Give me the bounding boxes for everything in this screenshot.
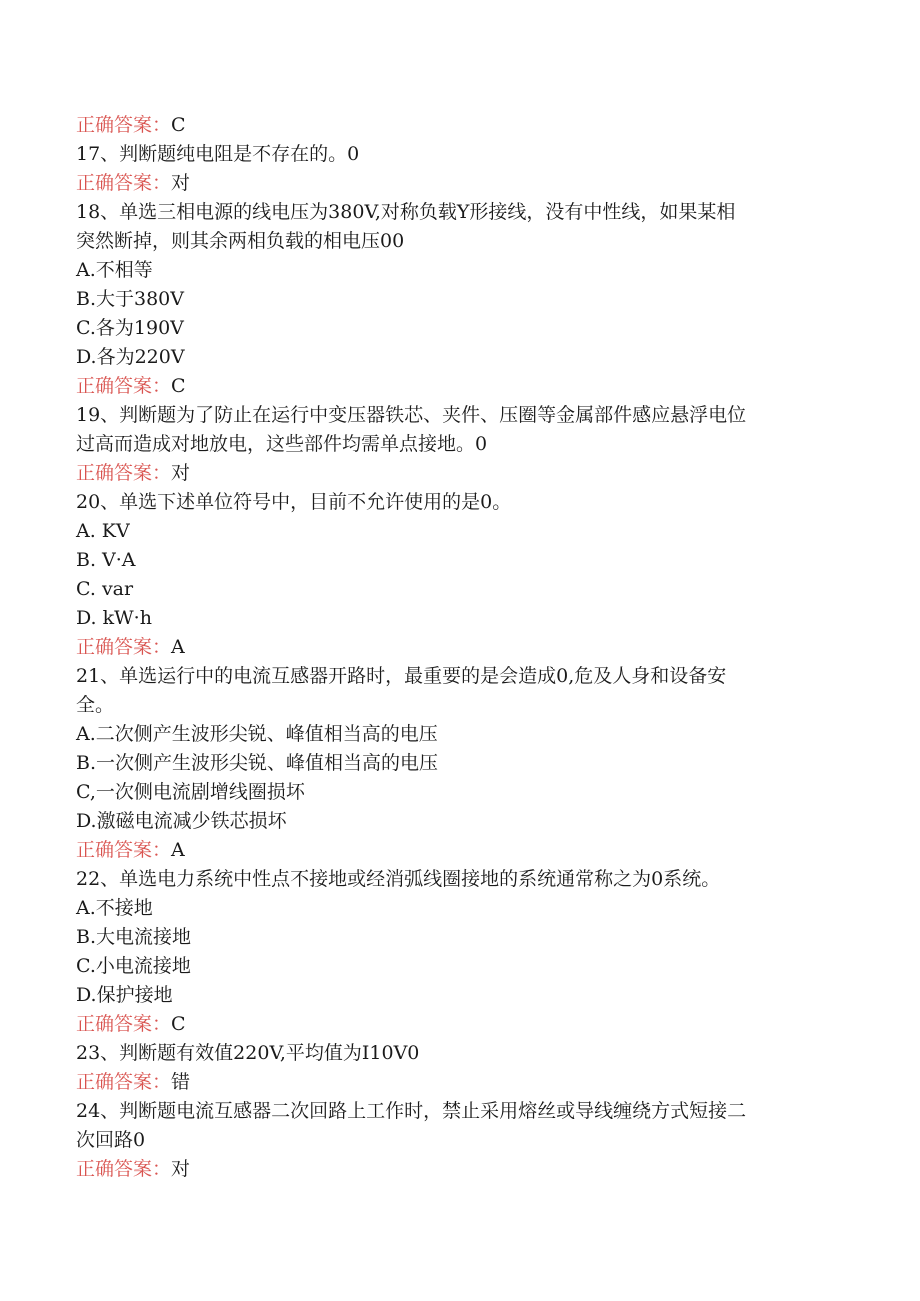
- text-line: D.保护接地: [76, 984, 173, 1006]
- text-line: 17、判断题纯电阻是不存在的。0: [76, 143, 360, 165]
- text-line: 突然断掉，则其余两相负载的相电压00: [76, 230, 405, 252]
- text-line: C.小电流接地: [76, 955, 191, 977]
- answer-label: 正确答案：: [76, 839, 172, 861]
- text-line: 20、单选下述单位符号中，目前不允许使用的是0。: [76, 491, 512, 513]
- answer-value: C: [171, 114, 186, 136]
- answer-value: A: [171, 839, 185, 861]
- text-line: A.不相等: [76, 259, 153, 281]
- answer-value: 对: [171, 462, 191, 484]
- answer-label: 正确答案：: [76, 462, 172, 484]
- text-line: A.不接地: [76, 897, 153, 919]
- answer-line: [76, 1010, 866, 1039]
- answer-label: 正确答案：: [76, 1158, 172, 1180]
- text-line: 全。: [76, 694, 115, 716]
- text-line: 23、判断题有效值220V,平均值为I10V0: [76, 1042, 420, 1064]
- text-line: B.大于380V: [76, 288, 184, 310]
- text-line: 19、判断题为了防止在运行中变压器铁芯、夹件、压圈等金属部件感应悬浮电位: [76, 404, 747, 426]
- answer-value: 对: [171, 172, 191, 194]
- text-line: D. kW·h: [76, 607, 152, 629]
- text-line: A. KV: [76, 520, 130, 542]
- answer-line: [76, 459, 866, 488]
- text-line: 24、判断题电流互感器二次回路上工作时，禁止采用熔丝或导线缠绕方式短接二: [76, 1100, 747, 1122]
- text-line: C. var: [76, 578, 134, 600]
- answer-line: [76, 372, 866, 401]
- answer-label: 正确答案：: [76, 172, 172, 194]
- text-line: D.激磁电流减少铁芯损坏: [76, 810, 287, 832]
- text-line: B.一次侧产生波形尖锐、峰值相当高的电压: [76, 752, 439, 774]
- answer-value: C: [171, 1013, 186, 1035]
- answer-label: 正确答案：: [76, 375, 172, 397]
- text-line: C,一次侧电流剧增线圈损坏: [76, 781, 305, 803]
- answer-line: [76, 1155, 866, 1184]
- answer-line: [76, 836, 866, 865]
- answer-line: [76, 1068, 866, 1097]
- text-line: D.各为220V: [76, 346, 185, 368]
- answer-line: [76, 169, 866, 198]
- text-line: 18、单选三相电源的线电压为380V,对称负载Y形接线，没有中性线，如果某相: [76, 201, 736, 223]
- answer-line: [76, 111, 866, 140]
- answer-line: [76, 633, 866, 662]
- answer-value: A: [171, 636, 185, 658]
- answer-label: 正确答案：: [76, 1013, 172, 1035]
- answer-label: 正确答案：: [76, 114, 172, 136]
- text-line: 22、单选电力系统中性点不接地或经消弧线圈接地的系统通常称之为0系统。: [76, 868, 721, 890]
- text-line: 过高而造成对地放电，这些部件均需单点接地。0: [76, 433, 488, 455]
- answer-label: 正确答案：: [76, 1071, 172, 1093]
- text-line: C.各为190V: [76, 317, 184, 339]
- document-page: [76, 111, 866, 1184]
- answer-value: C: [171, 375, 186, 397]
- answer-value: 错: [171, 1071, 191, 1093]
- text-line: 次回路0: [76, 1129, 146, 1151]
- text-line: 21、单选运行中的电流互感器开路时，最重要的是会造成0,危及人身和设备安: [76, 665, 727, 687]
- text-line: B.大电流接地: [76, 926, 192, 948]
- answer-value: 对: [171, 1158, 191, 1180]
- text-line: B. V·A: [76, 549, 136, 571]
- answer-label: 正确答案：: [76, 636, 172, 658]
- text-line: A.二次侧产生波形尖锐、峰值相当高的电压: [76, 723, 438, 745]
